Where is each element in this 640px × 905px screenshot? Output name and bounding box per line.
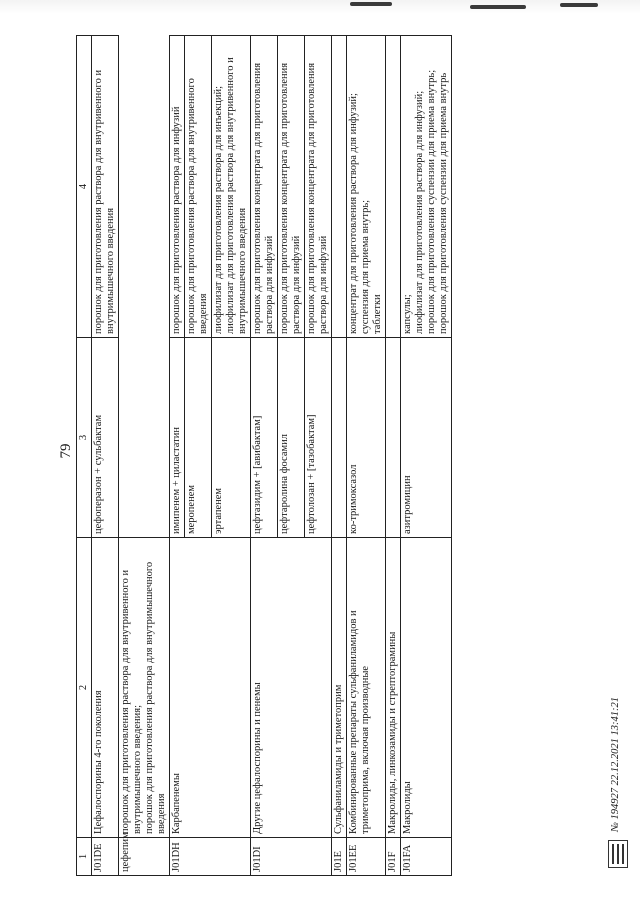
dosage-form-item: порошок для приготовления концентрата для приготовления раствора для инфузий — [306, 62, 329, 334]
dosage-form-item: порошок для приготовления концентрата для приготовления раствора для инфузий — [252, 62, 275, 334]
table-row — [347, 36, 386, 876]
dosage-form-item: порошок для приготовления раствора для внутривенного введения — [186, 78, 209, 334]
dosage-form-item: порошок для приготовления раствора для инфузий — [171, 106, 182, 334]
atc-code-cell: J01EE — [347, 838, 386, 876]
dosage-forms-cell — [332, 36, 347, 338]
table-row — [251, 36, 278, 876]
drug-name-cell: цефтолозан + [тазобактам] — [305, 338, 332, 538]
dosage-form-item: концентрат для приготовления раствора для инфузий; — [348, 93, 359, 334]
table-row — [92, 36, 119, 876]
drug-name-cell: цефтазидим + [авибактам] — [251, 338, 278, 538]
page-number: 79 — [58, 443, 74, 459]
scan-mark — [560, 3, 598, 7]
pharmacological-group-cell: Карбапенемы — [170, 538, 251, 838]
dosage-form-item: порошок для приготовления раствора для внутривенного и внутримышечного введения — [93, 69, 116, 334]
dosage-forms-cell — [185, 36, 212, 338]
table-row — [386, 36, 401, 876]
scan-mark — [470, 5, 526, 9]
pharmacological-group-cell: Цефалоспорины 4-го поколения — [92, 538, 119, 838]
drug-name-cell: имипенем + циластатин — [170, 338, 185, 538]
dosage-forms-cell — [386, 36, 401, 338]
table-row — [170, 36, 185, 876]
dosage-form-item: порошок для приготовления суспензии для приема внутрь; — [426, 69, 437, 334]
dosage-form-item: лиофилизат для приготовления раствора для внутривенного и внутримышечного введения — [225, 57, 248, 334]
dosage-form-item: порошок для приготовления раствора для внутривенного и внутримышечного введения; — [120, 569, 143, 834]
dosage-form-item: лиофилизат для приготовления раствора для инфузий; — [414, 90, 425, 334]
atc-code-cell: J01E — [332, 838, 347, 876]
dosage-form-item: порошок для приготовления суспензии для приема внутрь — [438, 72, 449, 334]
dosage-forms-cell — [278, 36, 305, 338]
atc-code-cell: J01DI — [251, 838, 332, 876]
drug-name-cell: ко-тримоксазол — [347, 338, 386, 538]
dosage-forms-cell — [347, 36, 386, 338]
dosage-form-item: таблетки — [372, 294, 383, 334]
table-body — [92, 36, 452, 876]
dosage-form-item: порошок для приготовления концентрата для приготовления раствора для инфузий — [279, 62, 302, 334]
registry-stamp-icon — [608, 840, 628, 868]
dosage-form-item: лиофилизат для приготовления раствора для инъекций; — [213, 85, 224, 334]
column-header: 2 — [77, 538, 92, 838]
medication-table — [76, 35, 452, 876]
dosage-form-item: порошок для приготовления раствора для внутримышечного введения — [144, 561, 167, 834]
atc-code-cell: J01F — [386, 838, 401, 876]
table-row — [119, 36, 170, 876]
atc-code-cell: J01FA — [401, 838, 452, 876]
page-footer — [608, 26, 628, 876]
dosage-forms-cell — [251, 36, 278, 338]
drug-name-cell: цефоперазон + сульбактам — [92, 338, 119, 538]
pharmacological-group-cell: Другие цефалоспорины и пенемы — [251, 538, 332, 838]
drug-name-cell — [332, 338, 347, 538]
scan-edge — [0, 0, 640, 14]
table-header-row — [77, 36, 92, 876]
table-row — [401, 36, 452, 876]
dosage-form-item: капсулы; — [402, 294, 413, 334]
atc-code-cell: J01DE — [92, 838, 119, 876]
rotated-document-page — [58, 26, 630, 876]
column-header: 4 — [77, 36, 92, 338]
pharmacological-group-cell: Макролиды, линкозамиды и стрептограмины — [386, 538, 401, 838]
scan-mark — [350, 2, 392, 6]
dosage-forms-cell — [119, 538, 170, 838]
dosage-forms-cell — [401, 36, 452, 338]
document-registration-id: № 194927 22.12.2021 13:41:21 — [610, 696, 621, 832]
drug-name-cell: меропенем — [185, 338, 212, 538]
atc-code-cell: J01DH — [170, 838, 251, 876]
dosage-forms-cell — [305, 36, 332, 338]
dosage-form-item: суспензия для приема внутрь; — [360, 199, 371, 334]
pharmacological-group-cell: Макролиды — [401, 538, 452, 838]
drug-name-cell: азитромицин — [401, 338, 452, 538]
pharmacological-group-cell: Комбинированные препараты сульфаниламидов и триметоприма, включая производные — [347, 538, 386, 838]
dosage-forms-cell — [92, 36, 119, 338]
column-header: 3 — [77, 338, 92, 538]
drug-name-cell: цефепим — [119, 838, 170, 876]
dosage-forms-cell — [212, 36, 251, 338]
drug-name-cell: цефтаролина фосамил — [278, 338, 305, 538]
dosage-forms-cell — [170, 36, 185, 338]
table-row — [332, 36, 347, 876]
drug-name-cell — [386, 338, 401, 538]
drug-name-cell: эртапенем — [212, 338, 251, 538]
pharmacological-group-cell: Сульфаниламиды и триметоприм — [332, 538, 347, 838]
column-header: 1 — [77, 838, 92, 876]
